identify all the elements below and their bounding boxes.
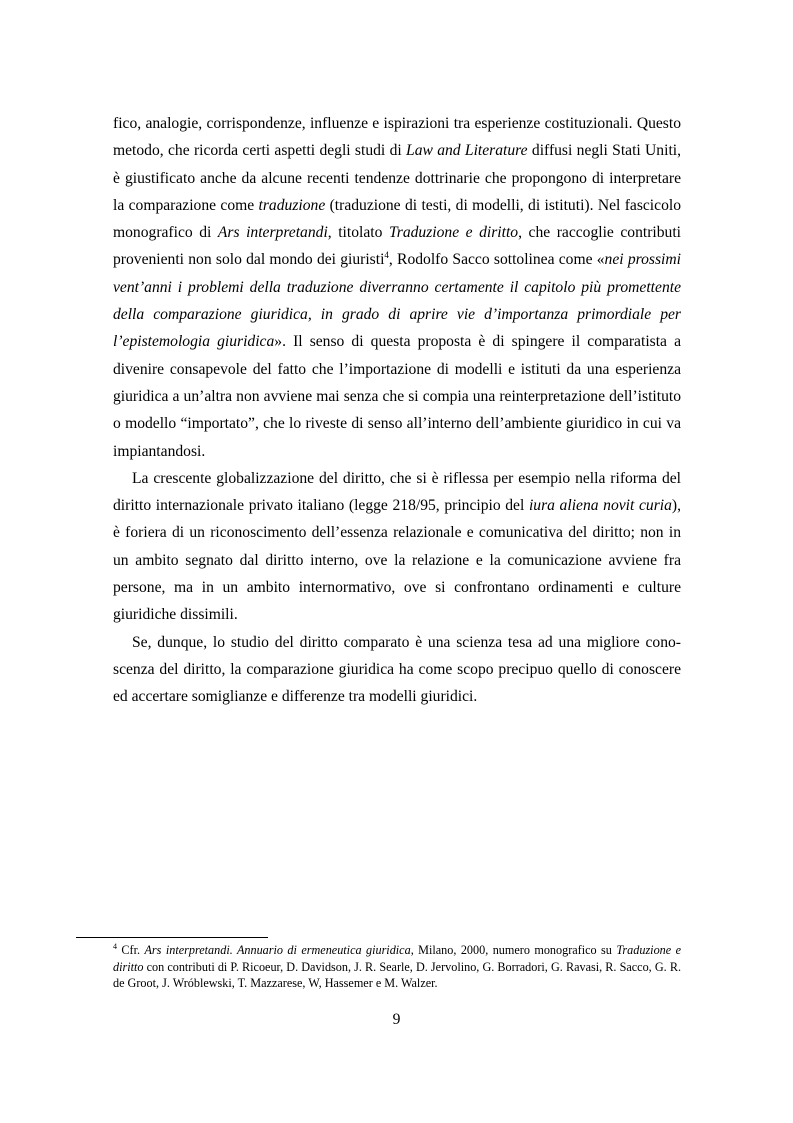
paragraph-2 — [113, 465, 681, 629]
paragraph-1 — [113, 110, 681, 465]
text-run: con contributi di P. Ricoeur, D. Davidson, J. R. Searle, D. Jervolino, G. Borradori, G. Ravasi, R. Sacco, G. R. de Groot, J. Wróblewski, T. Mazzarese, W, Hassemer e M. Walzer. — [113, 959, 681, 990]
text-run: , titolato — [327, 224, 389, 242]
footnote-separator — [76, 937, 268, 938]
text-run: , Rodolfo Sacco sottolinea come « — [388, 251, 605, 269]
italic-text: nei prossimi vent’anni i problemi della traduzione diverranno certamente il capitolo più promettente della comparazione giuridica, in grado di aprire vie d’importanza primordiale per l’epistemologia giuridica — [113, 251, 681, 351]
footnote-text — [113, 943, 681, 990]
footnote-4 — [113, 942, 681, 992]
italic-text: Law and Literature — [406, 142, 528, 160]
text-run: diffusi negli Stati Uniti, è giustificato anche da alcune recenti tendenze dottrinarie che propongono di interpretare la comparazione come — [113, 142, 682, 214]
text-run: ), è foriera di un riconoscimento dell’essenza relazionale e comunicativa del diritto; non in un ambito segnato dal diritto interno, ove la relazione e la comunicazione avviene fra persone, ma in un ambito internormativo, ove si confrontano ordinamenti e culture giuridiche dissimili. — [113, 497, 681, 624]
italic-text: Traduzione e diritto — [113, 943, 682, 974]
page-number: 9 — [392, 1011, 401, 1028]
text-run: , Milano, 2000, numero monografico su — [410, 943, 617, 957]
footnote-reference: 4 — [384, 250, 389, 261]
text-run: (traduzione di testi, di modelli, di istituti). Nel fascicolo monografico di — [113, 196, 681, 242]
italic-text: traduzione — [258, 196, 326, 214]
text-run: fico, analogie, corrispondenze, influenze e ispirazioni tra esperienze costituzionali. Questo metodo, che ricorda certi aspetti degli studi di — [113, 115, 681, 160]
italic-text: Ars interpretandi — [217, 224, 328, 242]
italic-text: iura aliena novit curia — [528, 497, 672, 515]
text-run: Cfr. — [117, 943, 145, 957]
text-run: Se, dunque, lo studio del diritto comparato è una scienza tesa ad una migliore conoscenza del diritto, la comparazione giuridica ha come scopo precipuo quello di conoscere ed accertare somiglianze e differenze tra modelli giuridici. — [113, 633, 681, 706]
text-run: , che raccoglie contributi provenienti non solo dal mondo dei giuristi — [113, 224, 682, 269]
italic-text: Traduzione e diritto — [388, 224, 519, 242]
italic-text: Ars interpretandi. Annuario di ermeneutica giuridica — [144, 943, 411, 957]
footnote-marker: 4 — [113, 941, 117, 951]
text-run: ». Il senso di questa proposta è di spingere il comparatista a divenire consapevole del fatto che l’importazione di modelli e istituti da una esperienza giuridica a un’altra non avviene mai senza che si compia una reinterpretazione dell’istituto o modello “importato”, che lo riveste di senso all’interno dell’ambiente giuridico in cui va impiantandosi. — [113, 333, 681, 460]
body-text — [113, 110, 681, 711]
paragraph-3 — [113, 629, 681, 711]
text-run: La crescente globalizzazione del diritto, che si è riflessa per esempio nella riforma del diritto internazionale privato italiano (legge 218/95, principio del — [113, 469, 681, 515]
